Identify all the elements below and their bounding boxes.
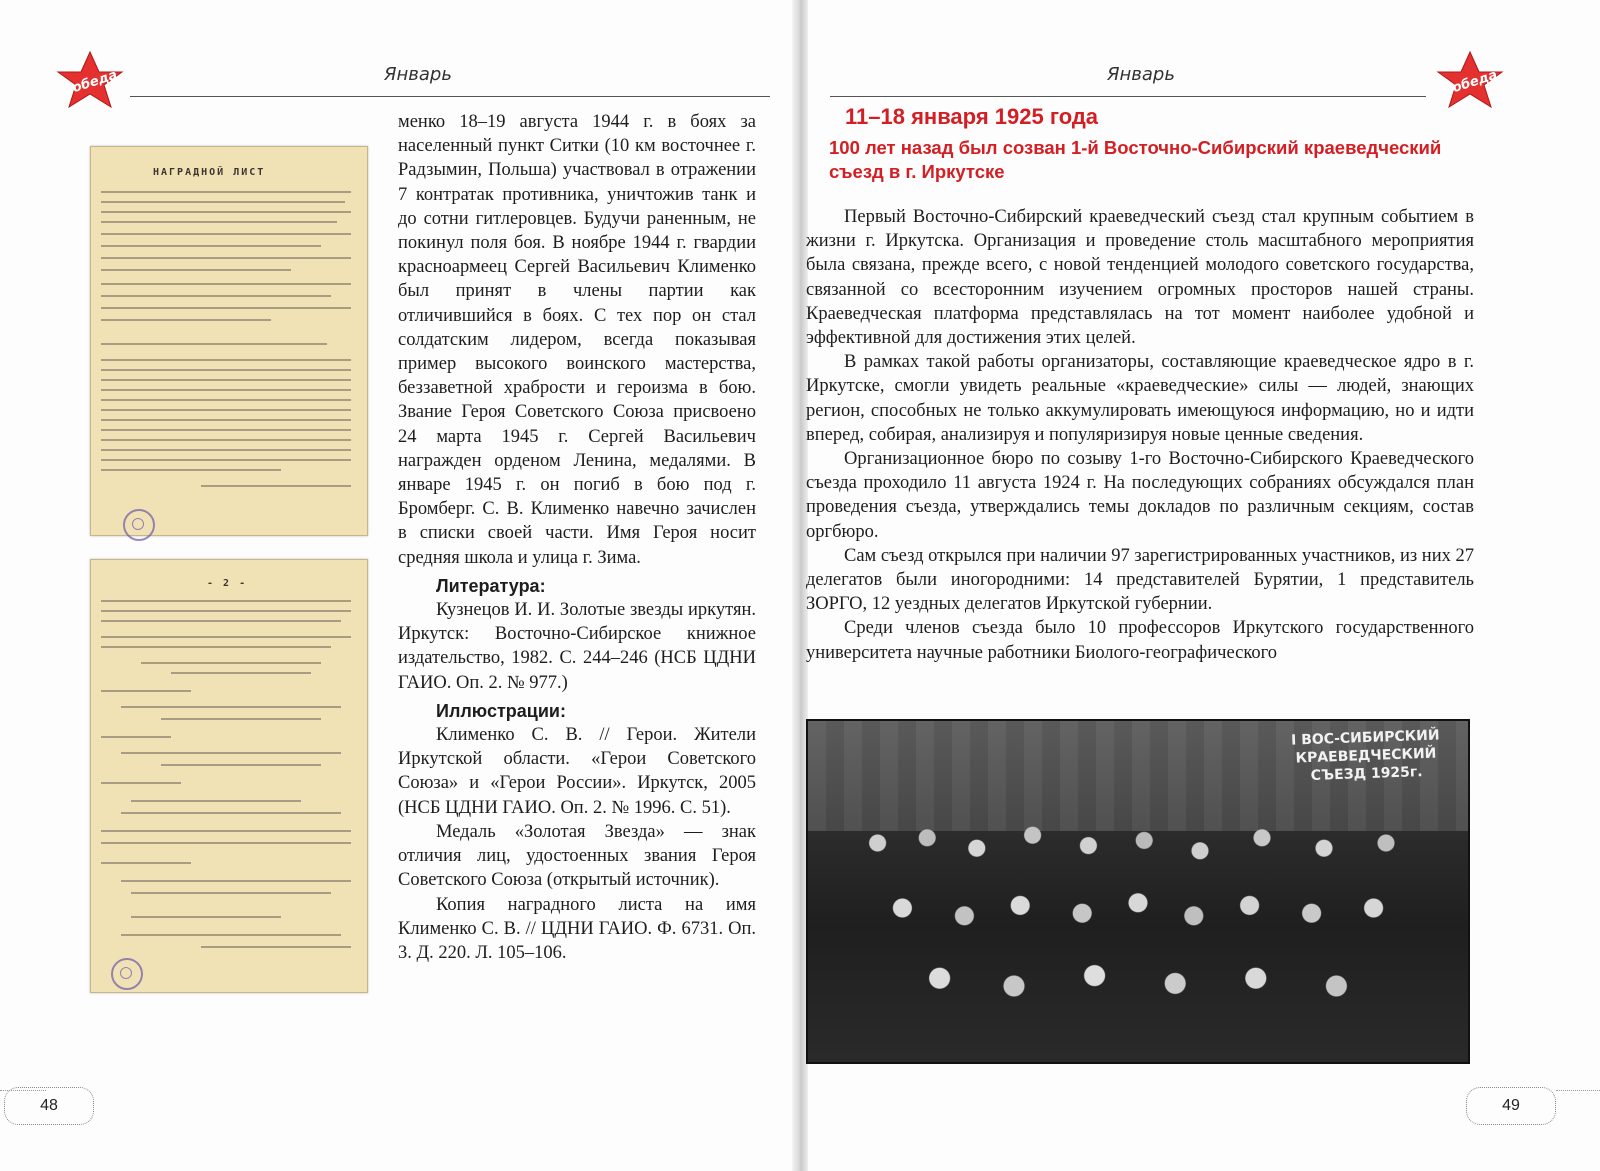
left-page: [0, 0, 792, 1171]
header-rule: [130, 96, 770, 97]
award-sheet-scan-2: [90, 559, 368, 993]
award-sheet-page-marker: - 2 -: [207, 578, 248, 589]
date-heading: 11–18 января 1925 года: [845, 104, 1099, 129]
paragraph: Организационное бюро по созыву 1-го Восточно-Сибирского Краеведческого съезда проходило 11 августа 1924 г. На последующих собраниях обсуждался план проведения съезда, утверждались темы докладов по различным секциям, состав оргбюро.: [806, 449, 1474, 542]
congress-group-photo: [806, 719, 1470, 1064]
paragraph: Первый Восточно-Сибирский краеведческий съезд стал крупным событием в жизни г. Иркутска. Организация и проведение столь масштабного мероприятия была связана, прежде всего, с новой тенденцией молодого советского государства, связанной со всесторонним изучением огромных просторов нашей страны. Краеведческая платформа представлялась на тот момент наиболее удобной и эффективной для достижения этих целей.: [806, 207, 1474, 349]
award-sheet-title: НАГРАДНОЙ ЛИСТ: [153, 167, 266, 178]
award-sheet-scan-1: [90, 146, 368, 536]
photo-caption: I ВОС-СИБИРСКИЙ КРАЕВЕДЧЕСКИЙ СЪЕЗД 1925г.: [1290, 727, 1440, 784]
illustration-entry: Медаль «Золотая Звезда» — знак отличия лиц, удостоенных звания Героя Советского Союза (открытый источник).: [398, 821, 756, 891]
logo-text: Победа: [1440, 67, 1500, 100]
stamp-mark: [123, 509, 155, 541]
page-number: 48: [4, 1087, 94, 1125]
illustrations-heading: Иллюстрации:: [436, 700, 566, 721]
paragraph: Среди членов съезда было 10 профессоров Иркутского государственного университета научные работники Биолого-географического: [806, 618, 1474, 663]
paragraph: Сам съезд открылся при наличии 97 зарегистрированных участников, из них 27 делегатов были иногородними: 14 представителей Бурятии, 1 представитель ЗОРГО, 12 уездных делегатов Иркутской губернии.: [806, 545, 1474, 615]
running-header: Январь: [1107, 64, 1175, 85]
header-rule: [830, 96, 1426, 97]
running-header: Январь: [384, 64, 452, 85]
left-body-text: [398, 110, 756, 965]
article-subheading: 100 лет назад был созван 1-й Восточно-Сибирский краеведческий съезд в г. Иркутске: [829, 137, 1442, 182]
stamp-mark: [111, 958, 143, 990]
literature-heading: Литература:: [436, 575, 546, 596]
literature-entry: Кузнецов И. И. Золотые звезды иркутян. Иркутск: Восточно-Сибирское книжное издательство, 1982. С. 244–246 (НСБ ЦДНИ ГАИО. Оп. 2. № 977.): [398, 600, 756, 693]
illustration-entry: Копия наградного листа на имя Клименко С. В. // ЦДНИ ГАИО. Ф. 6731. Оп. 3. Д. 220. Л. 105–106.: [398, 894, 756, 963]
right-body-text: [806, 205, 1474, 665]
illustration-entry: Клименко С. В. // Герои. Жители Иркутской области. «Герои Советского Союза» и «Герои России». Иркутск, 2005 (НСБ ЦДНИ ГАИО. Оп. 2. № 1996. С. 51).: [398, 725, 756, 818]
page-number: 49: [1466, 1087, 1556, 1125]
pobeda-star-logo: [1428, 50, 1512, 110]
logo-text: Победа: [60, 67, 120, 100]
paragraph: В рамках такой работы организаторы, составляющие краеведческое ядро в г. Иркутске, смогли увидеть реальные «краеведческие» силы — людей, знающих регион, способных не только аккумулировать имеющуюся информацию, но и идти вперед, собирая, анализируя и популяризируя новые ценные сведения.: [806, 352, 1474, 445]
pobeda-star-logo: [48, 50, 132, 110]
paragraph: менко 18–19 августа 1944 г. в боях за населенный пункт Ситки (10 км восточнее г. Радзымин, Польша) участвовал в отражении 7 контратак противника, уничтожив танк и до сотни гитлеровцев. Будучи раненным, не покинул поля боя. В ноябре 1944 г. гвардии красноармеец Сергей Васильевич Клименко был принят в члены партии как отличившийся в боях. С тех пор он стал солдатским лидером, всегда показывая пример высокого воинского мастерства, беззаветной храбрости и героизма в бою. Звание Героя Советского Союза присвоено 24 марта 1945 г. Сергей Васильевич награжден орденом Ленина, медалями. В январе 1945 г. он погиб в бою под г. Бромберг. С. В. Клименко навечно зачислен в списки своей части. Имя Героя носит средняя школа и улица г. Зима.: [398, 112, 756, 568]
